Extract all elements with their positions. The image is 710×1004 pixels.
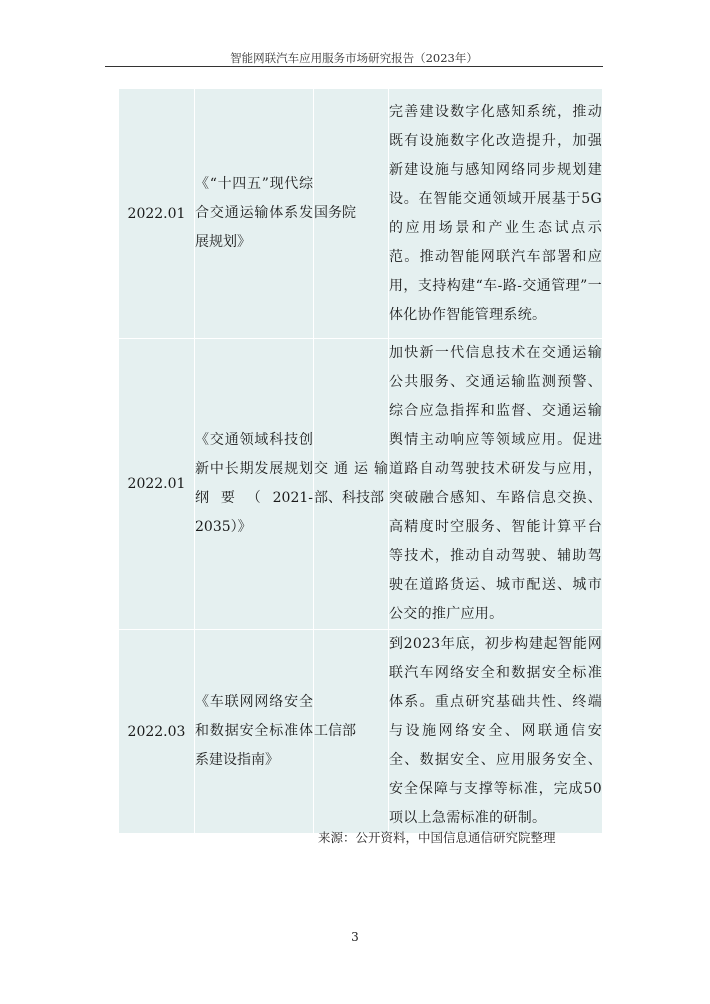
table-row xyxy=(119,630,603,834)
issuer-cell: 交通运输部、科技部 xyxy=(314,339,389,630)
date-cell: 2022.01 xyxy=(119,339,195,630)
running-header: 智能网联汽车应用服务市场研究报告（2023年） xyxy=(230,51,478,65)
header-rule xyxy=(105,66,603,67)
policy-name-cell: 《车联网网络安全和数据安全标准体系建设指南》 xyxy=(195,630,314,834)
date-cell: 2022.03 xyxy=(119,630,195,834)
policy-table xyxy=(118,88,603,834)
date-cell: 2022.01 xyxy=(119,89,195,339)
policy-name-cell: 《“十四五”现代综合交通运输体系发展规划》 xyxy=(195,89,314,339)
description-cell: 到2023年底，初步构建起智能网联汽车网络安全和数据安全标准体系。重点研究基础共性、终端与设施网络安全、网联通信安全、数据安全、应用服务安全、安全保障与支撑等标准，完成50项以上急需标准的研制。 xyxy=(389,630,603,834)
page-number: 3 xyxy=(351,930,359,944)
issuer-cell: 工信部 xyxy=(314,630,389,834)
issuer-cell: 国务院 xyxy=(314,89,389,339)
policy-name-cell: 《交通领域科技创新中长期发展规划纲要（2021-2035）》 xyxy=(195,339,314,630)
table-row xyxy=(119,339,603,630)
description-cell: 完善建设数字化感知系统，推动既有设施数字化改造提升，加强新建设施与感知网络同步规划建设。在智能交通领域开展基于5G的应用场景和产业生态试点示范。推动智能网联汽车部署和应用，支持构建“车-路-交通管理”一体化协作智能管理系统。 xyxy=(389,89,603,339)
source-note: 来源：公开资料，中国信息通信研究院整理 xyxy=(318,830,556,845)
table-row xyxy=(119,89,603,339)
description-cell: 加快新一代信息技术在交通运输公共服务、交通运输监测预警、综合应急指挥和监督、交通运输舆情主动响应等领域应用。促进道路自动驾驶技术研发与应用，突破融合感知、车路信息交换、高精度时空服务、智能计算平台等技术，推动自动驾驶、辅助驾驶在道路货运、城市配送、城市公交的推广应用。 xyxy=(389,339,603,630)
